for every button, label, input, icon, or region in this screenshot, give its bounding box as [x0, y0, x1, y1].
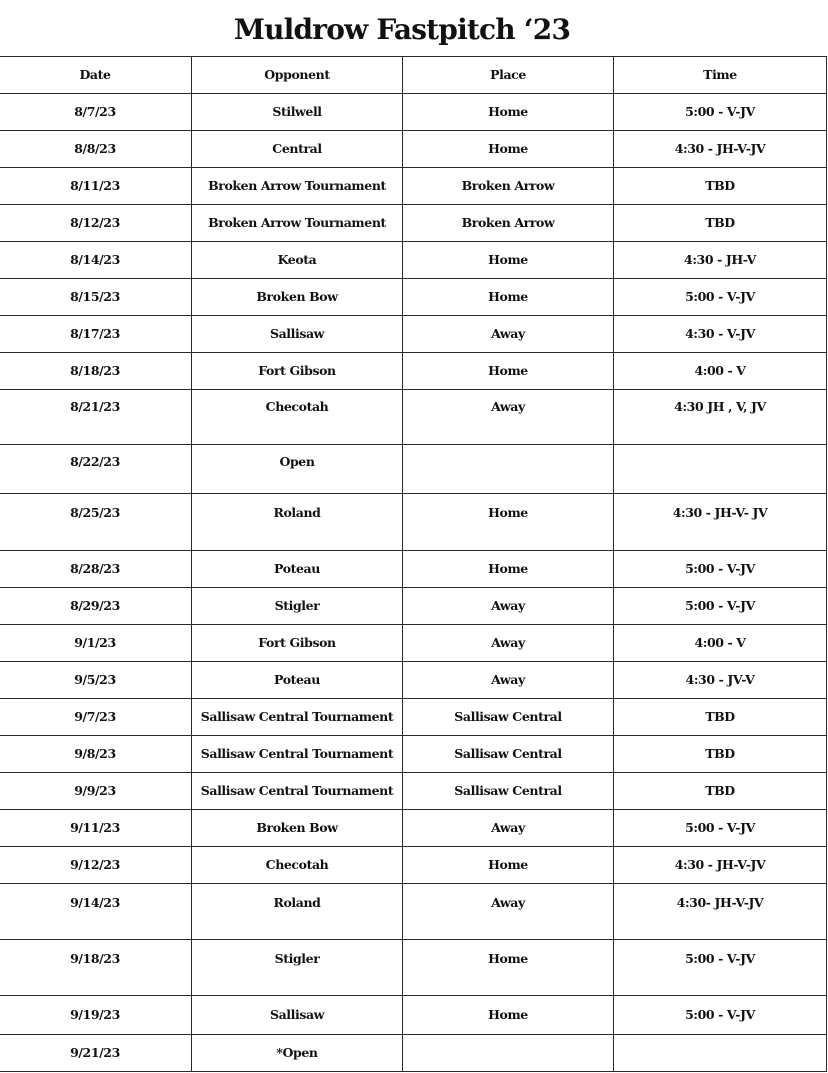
cell-place: Away — [403, 316, 614, 353]
cell-date: 8/21/23 — [0, 390, 192, 445]
cell-date: 9/8/23 — [0, 736, 192, 773]
cell-opponent: Fort Gibson — [192, 353, 403, 390]
cell-place: Away — [403, 810, 614, 847]
cell-place: Away — [403, 625, 614, 662]
cell-opponent: Checotah — [192, 847, 403, 884]
table-row — [0, 996, 827, 1035]
cell-opponent: Sallisaw Central Tournament — [192, 773, 403, 810]
cell-date: 8/7/23 — [0, 94, 192, 131]
schedule-table — [0, 56, 827, 1072]
table-row — [0, 353, 827, 390]
table-row — [0, 940, 827, 996]
cell-opponent: Sallisaw — [192, 316, 403, 353]
cell-date: 8/29/23 — [0, 588, 192, 625]
cell-date: 9/18/23 — [0, 940, 192, 996]
cell-date: 9/21/23 — [0, 1035, 192, 1072]
cell-opponent: Stilwell — [192, 94, 403, 131]
cell-time: 5:00 - V-JV — [614, 996, 827, 1035]
cell-place: Home — [403, 242, 614, 279]
cell-time: TBD — [614, 699, 827, 736]
cell-date: 8/17/23 — [0, 316, 192, 353]
cell-date: 9/14/23 — [0, 884, 192, 940]
cell-opponent: Broken Arrow Tournament — [192, 205, 403, 242]
cell-opponent: Broken Bow — [192, 279, 403, 316]
cell-opponent: *Open — [192, 1035, 403, 1072]
table-row — [0, 588, 827, 625]
cell-place: Sallisaw Central — [403, 773, 614, 810]
cell-opponent: Sallisaw Central Tournament — [192, 736, 403, 773]
cell-date: 8/22/23 — [0, 445, 192, 494]
table-row — [0, 316, 827, 353]
cell-opponent: Poteau — [192, 662, 403, 699]
table-row — [0, 847, 827, 884]
cell-opponent: Fort Gibson — [192, 625, 403, 662]
cell-place: Away — [403, 588, 614, 625]
cell-date: 8/12/23 — [0, 205, 192, 242]
cell-place: Away — [403, 390, 614, 445]
cell-place — [403, 1035, 614, 1072]
table-row — [0, 551, 827, 588]
cell-date: 8/15/23 — [0, 279, 192, 316]
cell-place: Home — [403, 279, 614, 316]
cell-date: 8/18/23 — [0, 353, 192, 390]
table-row — [0, 1035, 827, 1072]
cell-date: 9/12/23 — [0, 847, 192, 884]
cell-opponent: Roland — [192, 494, 403, 551]
cell-opponent: Broken Arrow Tournament — [192, 168, 403, 205]
cell-place: Home — [403, 996, 614, 1035]
cell-time: 5:00 - V-JV — [614, 588, 827, 625]
cell-time — [614, 445, 827, 494]
cell-time: 4:30 - JH-V- JV — [614, 494, 827, 551]
cell-date: 9/19/23 — [0, 996, 192, 1035]
cell-date: 9/7/23 — [0, 699, 192, 736]
column-header-time: Time — [614, 57, 827, 94]
cell-date: 9/9/23 — [0, 773, 192, 810]
table-row — [0, 625, 827, 662]
page-title: Muldrow Fastpitch ‘23 — [233, 13, 571, 46]
cell-time: 4:00 - V — [614, 353, 827, 390]
cell-time: 4:30 - JH-V — [614, 242, 827, 279]
cell-time: 5:00 - V-JV — [614, 279, 827, 316]
cell-place: Sallisaw Central — [403, 736, 614, 773]
cell-date: 9/1/23 — [0, 625, 192, 662]
cell-opponent: Broken Bow — [192, 810, 403, 847]
cell-place: Broken Arrow — [403, 168, 614, 205]
table-row — [0, 494, 827, 551]
cell-time: TBD — [614, 205, 827, 242]
table-row — [0, 279, 827, 316]
cell-opponent: Stigler — [192, 940, 403, 996]
column-header-place: Place — [403, 57, 614, 94]
cell-date: 9/11/23 — [0, 810, 192, 847]
table-row — [0, 445, 827, 494]
cell-place: Home — [403, 94, 614, 131]
cell-time: 4:30- JH-V-JV — [614, 884, 827, 940]
cell-time: 5:00 - V-JV — [614, 810, 827, 847]
cell-date: 8/28/23 — [0, 551, 192, 588]
cell-time: TBD — [614, 168, 827, 205]
table-row — [0, 662, 827, 699]
cell-time: 4:30 - V-JV — [614, 316, 827, 353]
table-row — [0, 699, 827, 736]
cell-place: Away — [403, 884, 614, 940]
cell-date: 8/14/23 — [0, 242, 192, 279]
cell-time: 4:00 - V — [614, 625, 827, 662]
cell-place: Home — [403, 847, 614, 884]
cell-place: Home — [403, 551, 614, 588]
cell-time: 4:30 JH , V, JV — [614, 390, 827, 445]
cell-opponent: Sallisaw Central Tournament — [192, 699, 403, 736]
cell-place: Home — [403, 940, 614, 996]
cell-place — [403, 445, 614, 494]
cell-place: Home — [403, 494, 614, 551]
cell-time: TBD — [614, 736, 827, 773]
table-row — [0, 205, 827, 242]
column-header-date: Date — [0, 57, 192, 94]
table-row — [0, 773, 827, 810]
cell-opponent: Poteau — [192, 551, 403, 588]
table-row — [0, 884, 827, 940]
table-row — [0, 242, 827, 279]
cell-date: 9/5/23 — [0, 662, 192, 699]
table-row — [0, 810, 827, 847]
cell-time — [614, 1035, 827, 1072]
cell-place: Home — [403, 131, 614, 168]
cell-time: 4:30 - JV-V — [614, 662, 827, 699]
column-header-opponent: Opponent — [192, 57, 403, 94]
cell-date: 8/11/23 — [0, 168, 192, 205]
table-row — [0, 736, 827, 773]
cell-time: 5:00 - V-JV — [614, 940, 827, 996]
cell-place: Sallisaw Central — [403, 699, 614, 736]
table-row — [0, 390, 827, 445]
cell-date: 8/25/23 — [0, 494, 192, 551]
cell-opponent: Checotah — [192, 390, 403, 445]
cell-place: Away — [403, 662, 614, 699]
table-row — [0, 168, 827, 205]
cell-time: 5:00 - V-JV — [614, 551, 827, 588]
cell-time: TBD — [614, 773, 827, 810]
cell-time: 4:30 - JH-V-JV — [614, 847, 827, 884]
table-row — [0, 131, 827, 168]
table-row — [0, 94, 827, 131]
cell-time: 5:00 - V-JV — [614, 94, 827, 131]
cell-opponent: Stigler — [192, 588, 403, 625]
cell-place: Home — [403, 353, 614, 390]
cell-opponent: Keota — [192, 242, 403, 279]
cell-opponent: Central — [192, 131, 403, 168]
cell-opponent: Roland — [192, 884, 403, 940]
cell-time: 4:30 - JH-V-JV — [614, 131, 827, 168]
cell-date: 8/8/23 — [0, 131, 192, 168]
cell-place: Broken Arrow — [403, 205, 614, 242]
cell-opponent: Sallisaw — [192, 996, 403, 1035]
cell-opponent: Open — [192, 445, 403, 494]
header-row — [0, 57, 827, 94]
